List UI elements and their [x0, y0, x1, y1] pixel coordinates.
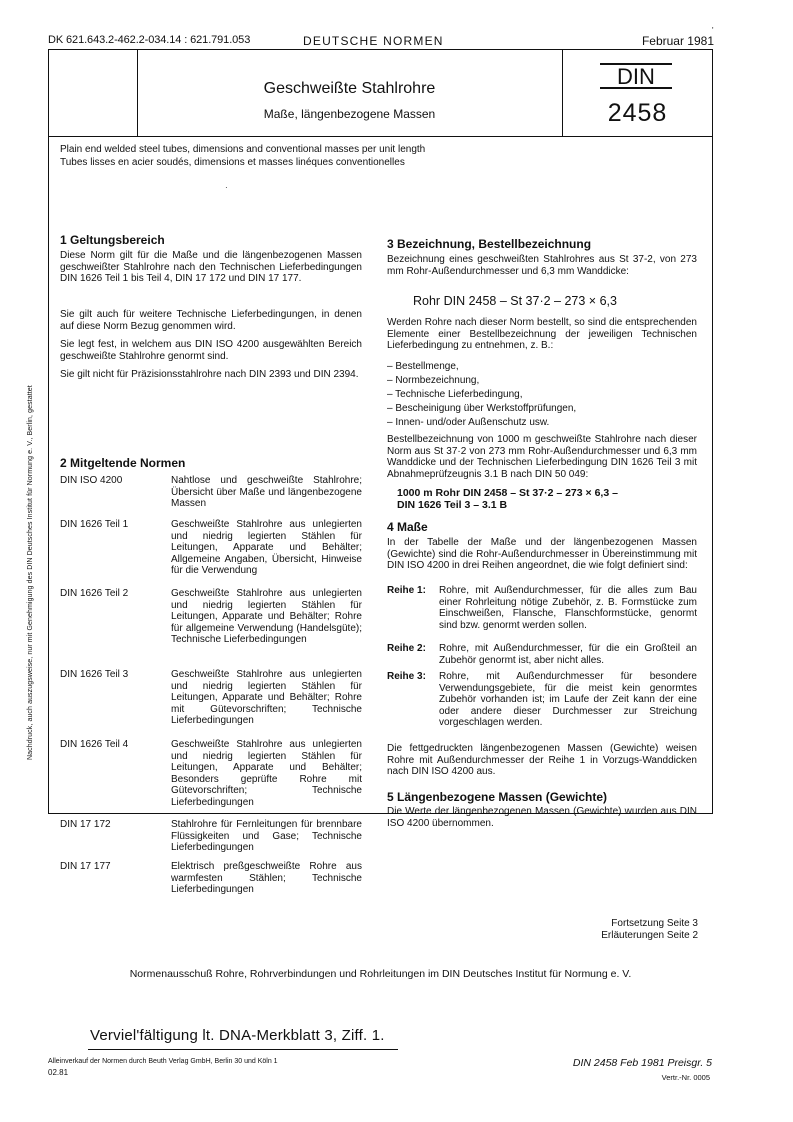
reprint-notice: Nachdruck, auch auszugsweise, nur mit Genehmigung des DIN Deutsches Institut für Normung e. V., Berlin, gestattet — [27, 385, 34, 760]
reference-row — [60, 669, 362, 729]
continuation-note: Fortsetzung Seite 3 — [611, 918, 698, 929]
dot-mark: · — [225, 183, 228, 192]
series-row — [387, 643, 697, 667]
document-title: Geschweißte Stahlrohre — [263, 80, 436, 97]
list-item: – Innen- und/oder Außenschutz usw. — [387, 417, 550, 428]
print-code: 02.81 — [48, 1068, 69, 1077]
reference-code: DIN 1626 Teil 1 — [60, 519, 129, 530]
reference-title: Geschweißte Stahlrohre aus unlegierten und niedrig legierten Stählen für Leitungen, Apparate und Behälter; Rohre für allgemeine Verwendung (Handelsgüte); Technische Lieferbedingungen — [171, 588, 362, 646]
title-french: Tubes lisses en acier soudés, dimensions et masses linéques conventionelles — [60, 157, 405, 168]
section-2-heading: 2 Mitgeltende Normen — [60, 456, 186, 470]
section-5-heading: 5 Längenbezogene Massen (Gewichte) — [387, 790, 608, 804]
publisher-note: Alleinverkauf der Normen durch Beuth Verlag GmbH, Berlin 30 und Köln 1 — [48, 1058, 278, 1065]
reference-code: DIN 17 172 — [60, 819, 111, 830]
standard-number: 2458 — [607, 99, 668, 127]
reference-row — [60, 861, 362, 897]
reference-title: Geschweißte Stahlrohre aus unlegierten und niedrig legierten Stählen für Leitungen, Apparate und Behälter; Rohre mit Gütevorschriften; Technische Lieferbedingungen — [171, 669, 362, 727]
section-1-para: Sie legt fest, in welchem aus DIN ISO 4200 ausgewählten Bereich geschweißte Stahlrohre genormt sind. — [60, 339, 362, 362]
dk-classification: DK 621.643.2-462.2-034.14 : 621.791.053 — [48, 34, 251, 46]
series-row — [387, 671, 697, 731]
committee-line: Normenausschuß Rohre, Rohrverbindungen und Rohrleitungen im DIN Deutsches Institut für Normung e. V. — [129, 968, 632, 980]
section-1-para: Sie gilt auch für weitere Technische Lieferbedingungen, in denen auf diese Norm Bezug genommen wird. — [60, 309, 362, 332]
reference-title: Geschweißte Stahlrohre aus unlegierten und niedrig legierten Stählen für Leitungen, Apparate und Behälter; Allgemeine Angaben, Übersicht, Hinweise für die Verwendung — [171, 519, 362, 577]
reference-row — [60, 819, 362, 855]
section-4-para: Die fettgedruckten längenbezogenen Massen (Gewichte) weisen Rohre mit Außendurchmesser der Reihe 1 in Vorzugs-Wanddicken nach DIN ISO 4200 aus. — [387, 743, 697, 778]
corner-mark: ' — [712, 26, 714, 35]
reference-title: Nahtlose und geschweißte Stahlrohre; Übersicht über Maße und längenbezogene Massen — [171, 475, 362, 510]
designation-example: Rohr DIN 2458 – St 37·2 – 273 × 6,3 — [413, 294, 617, 308]
section-3-heading: 3 Bezeichnung, Bestellbezeichnung — [387, 237, 592, 251]
section-3-para: Werden Rohre nach dieser Norm bestellt, so sind die entsprechenden Elemente einer Bestellbezeichnung der jeweiligen Technischen Lieferbedingung zu entnehmen, z. B.: — [387, 317, 697, 352]
document-subtitle: Maße, längenbezogene Massen — [263, 107, 436, 121]
list-item: – Bescheinigung über Werkstoffprüfungen, — [387, 403, 577, 414]
reference-title: Stahlrohre für Fernleitungen für brennbare Flüssigkeiten und Gase; Technische Lieferbedingungen — [171, 819, 362, 854]
list-item: – Bestellmenge, — [387, 361, 459, 372]
section-1-heading: 1 Geltungsbereich — [60, 233, 165, 247]
section-1-para: Diese Norm gilt für die Maße und die längenbezogenen Massen geschweißter Stahlrohre nach den Technischen Lieferbedingungen DIN 1626 Teil 1 bis Teil 4, DIN 17 172 und DIN 17 177. — [60, 250, 362, 285]
reference-code: DIN 1626 Teil 4 — [60, 739, 129, 750]
din-logo — [598, 62, 674, 90]
title-english: Plain end welded steel tubes, dimensions and conventional masses per unit length — [60, 144, 426, 155]
reference-title: Geschweißte Stahlrohre aus unlegierten und niedrig legierten Stählen für Leitungen, Apparate und Behälter; Besonders geprüfte Rohre mit Gütevorschriften; Technische Lieferbedingungen — [171, 739, 362, 808]
series-label: DEUTSCHE NORMEN — [303, 34, 444, 48]
reference-row — [60, 588, 362, 648]
reference-row — [60, 739, 362, 808]
contract-number: Vertr.-Nr. 0005 — [661, 1073, 710, 1082]
series-label: Reihe 3: — [387, 671, 426, 682]
stamp-underline — [88, 1049, 398, 1050]
series-row — [387, 585, 697, 633]
section-4-heading: 4 Maße — [387, 520, 428, 534]
reference-code: DIN ISO 4200 — [60, 475, 123, 486]
series-text: Rohre, mit Außendurchmesser, für die alles zum Bau einer Rohrleitung nötige Zubehör, z. B. Formstücke zum Einschweißen, Flansche, Flanschformstücke, genormt sind bzw. genormt werden sollen. — [439, 585, 697, 631]
reference-code: DIN 1626 Teil 2 — [60, 588, 129, 599]
section-5-para: Die Werte der längenbezogenen Massen (Gewichte) wurden aus DIN ISO 4200 übernommen. — [387, 806, 697, 829]
reference-title: Elektrisch preßgeschweißte Rohre aus warmfesten Stählen; Technische Lieferbedingungen — [171, 861, 362, 896]
reproduction-stamp: Verviel'fältigung lt. DNA-Merkblatt 3, Ziff. 1. — [90, 1027, 385, 1044]
section-3-para2: Bestellbezeichnung von 1000 m geschweißte Stahlrohre nach dieser Norm aus St 37·2 von 273 mm Rohr-Außendurchmesser und 6,3 mm Wanddicke und der Technischen Lieferbedingung DIN 1626 Teil 3 mit Abnahmeprüfzeugnis 3.1 B nach DIN 50 049: — [387, 434, 697, 480]
reference-row — [60, 519, 362, 579]
din-logo-text: DIN — [617, 64, 655, 89]
series-text: Rohre, mit Außendurchmesser für besondere Verwendungsgebiete, für die meist kein genormtes Zubehör vorhanden ist; im Laufe der Zeit kann der eine oder andere dieser Durchmesser zur Streichung vorgeschlagen werden. — [439, 671, 697, 729]
series-label: Reihe 1: — [387, 585, 426, 596]
list-item: – Technische Lieferbedingung, — [387, 389, 523, 400]
reference-row — [60, 475, 362, 511]
series-text: Rohre, mit Außendurchmesser, für die ein Großteil an Zubehör genormt ist, aber nicht alles. — [439, 643, 697, 666]
issue-date: Februar 1981 — [641, 34, 714, 48]
reference-code: DIN 17 177 — [60, 861, 111, 872]
explanations-note: Erläuterungen Seite 2 — [601, 930, 698, 941]
list-item: – Normbezeichnung, — [387, 375, 480, 386]
section-1-para: Sie gilt nicht für Präzisionsstahlrohre nach DIN 2393 und DIN 2394. — [60, 369, 359, 380]
section-3-intro: Bezeichnung eines geschweißten Stahlrohres aus St 37-2, von 273 mm Rohr-Außendurchmesser und 6,3 mm Wanddicke: — [387, 254, 697, 277]
order-example-line1: 1000 m Rohr DIN 2458 – St 37·2 – 273 × 6,3 – — [397, 487, 618, 499]
footer-reference: DIN 2458 Feb 1981 Preisgr. 5 — [572, 1057, 712, 1069]
reference-code: DIN 1626 Teil 3 — [60, 669, 129, 680]
section-4-intro: In der Tabelle der Maße und der längenbezogenen Massen (Gewichte) sind die Rohr-Außendurchmesser in Übereinstimmung mit DIN ISO 4200 in drei Reihen angeordnet, die wie folgt definiert sind: — [387, 537, 697, 572]
order-example-line2: DIN 1626 Teil 3 – 3.1 B — [397, 499, 508, 511]
series-label: Reihe 2: — [387, 643, 426, 654]
